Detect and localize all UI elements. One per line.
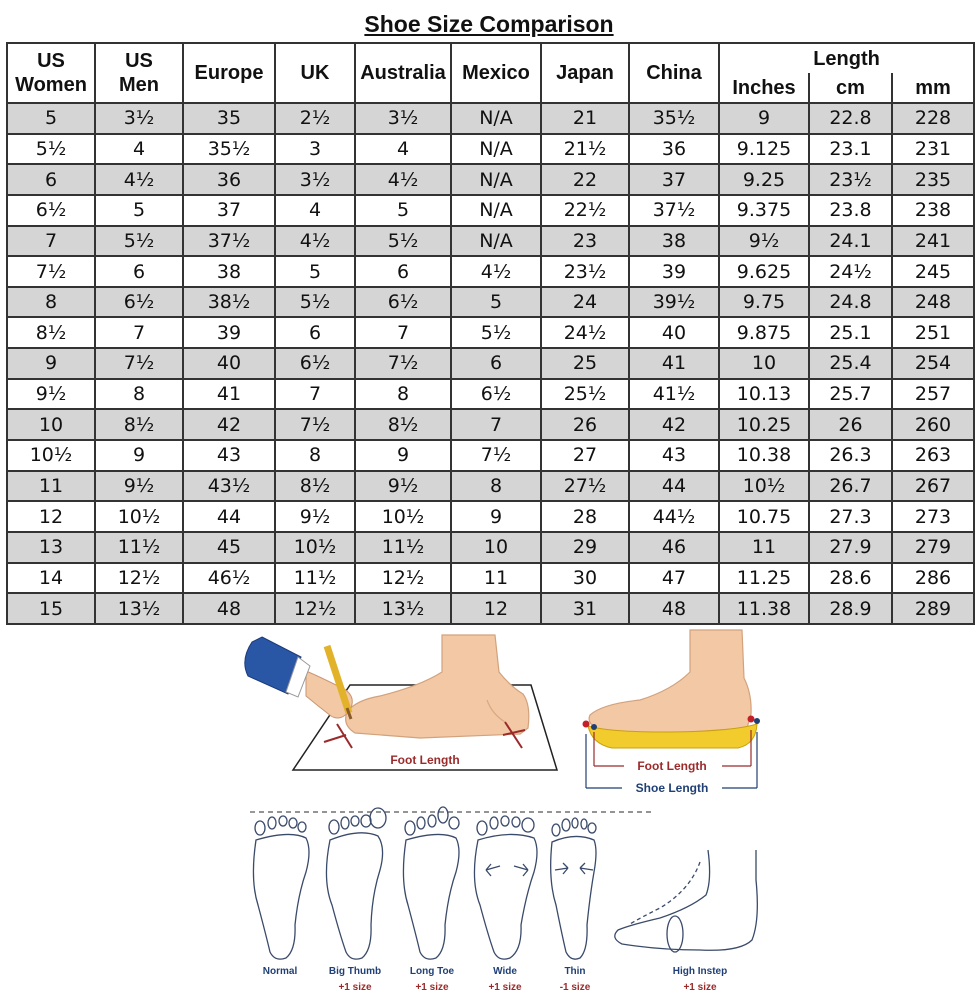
cell-cm: 24½ [809, 256, 892, 287]
cell-us-men: 5 [95, 195, 183, 226]
cell-inches: 9 [719, 103, 809, 134]
cell-australia: 5½ [355, 226, 451, 257]
cell-china: 47 [629, 563, 719, 594]
cell-australia: 9½ [355, 471, 451, 502]
cell-cm: 26 [809, 409, 892, 440]
cell-cm: 28.6 [809, 563, 892, 594]
cell-japan: 22 [541, 164, 629, 195]
cell-mexico: N/A [451, 226, 541, 257]
cell-europe: 46½ [183, 563, 275, 594]
table-row [7, 593, 974, 624]
cell-europe: 42 [183, 409, 275, 440]
cell-us-men: 12½ [95, 563, 183, 594]
foot-high-instep-outline [615, 850, 758, 952]
cell-china: 42 [629, 409, 719, 440]
cell-uk: 7½ [275, 409, 355, 440]
foot-type-note: +1 size [338, 982, 372, 993]
cell-us-women: 8½ [7, 317, 95, 348]
cell-mexico: N/A [451, 103, 541, 134]
cell-china: 36 [629, 134, 719, 165]
cell-uk: 4½ [275, 226, 355, 257]
cell-inches: 10.25 [719, 409, 809, 440]
cell-uk: 5 [275, 256, 355, 287]
foot-type-label: Wide [493, 966, 517, 977]
cell-mexico: N/A [451, 134, 541, 165]
cell-us-women: 15 [7, 593, 95, 624]
cell-cm: 26.3 [809, 440, 892, 471]
cell-australia: 8½ [355, 409, 451, 440]
cell-japan: 23 [541, 226, 629, 257]
header-china: China [629, 43, 719, 103]
cell-europe: 41 [183, 379, 275, 410]
table-row [7, 440, 974, 471]
header-inches: Inches [719, 73, 809, 103]
cell-us-women: 10½ [7, 440, 95, 471]
cell-us-men: 10½ [95, 501, 183, 532]
table-row [7, 348, 974, 379]
header-japan: Japan [541, 43, 629, 103]
table-row [7, 287, 974, 318]
cell-mexico: 7 [451, 409, 541, 440]
cell-uk: 4 [275, 195, 355, 226]
cell-uk: 5½ [275, 287, 355, 318]
cell-us-men: 7 [95, 317, 183, 348]
cell-mexico: 5½ [451, 317, 541, 348]
cell-japan: 21 [541, 103, 629, 134]
cell-uk: 12½ [275, 593, 355, 624]
cell-mexico: 11 [451, 563, 541, 594]
cell-inches: 9.875 [719, 317, 809, 348]
cell-us-women: 7½ [7, 256, 95, 287]
cell-cm: 25.4 [809, 348, 892, 379]
size-table [6, 42, 975, 625]
shoe-length-illustration [583, 630, 761, 795]
cell-mm: 257 [892, 379, 974, 410]
foot-type-labels [263, 966, 727, 993]
cell-china: 44 [629, 471, 719, 502]
table-row [7, 317, 974, 348]
table-row [7, 103, 974, 134]
cell-mm: 248 [892, 287, 974, 318]
cell-us-women: 13 [7, 532, 95, 563]
cell-uk: 3½ [275, 164, 355, 195]
cell-us-men: 4½ [95, 164, 183, 195]
cell-cm: 28.9 [809, 593, 892, 624]
cell-inches: 11.25 [719, 563, 809, 594]
cell-china: 37½ [629, 195, 719, 226]
cell-australia: 10½ [355, 501, 451, 532]
cell-japan: 26 [541, 409, 629, 440]
header-us-men: US Men [95, 43, 183, 103]
cell-cm: 25.7 [809, 379, 892, 410]
cell-australia: 11½ [355, 532, 451, 563]
cell-japan: 25½ [541, 379, 629, 410]
cell-mexico: 5 [451, 287, 541, 318]
cell-us-men: 9½ [95, 471, 183, 502]
cell-australia: 5 [355, 195, 451, 226]
cell-australia: 7 [355, 317, 451, 348]
cell-mm: 286 [892, 563, 974, 594]
foot-type-label: Big Thumb [328, 966, 382, 977]
cell-inches: 11.38 [719, 593, 809, 624]
cell-australia: 4½ [355, 164, 451, 195]
cell-mm: 254 [892, 348, 974, 379]
cell-mexico: 7½ [451, 440, 541, 471]
cell-europe: 35½ [183, 134, 275, 165]
cell-uk: 6 [275, 317, 355, 348]
cell-mm: 251 [892, 317, 974, 348]
cell-inches: 9.75 [719, 287, 809, 318]
header-uk: UK [275, 43, 355, 103]
header-mexico: Mexico [451, 43, 541, 103]
shoe-length-label: Shoe Length [635, 781, 709, 795]
cell-inches: 9½ [719, 226, 809, 257]
cell-australia: 7½ [355, 348, 451, 379]
table-header [7, 43, 974, 103]
cell-japan: 30 [541, 563, 629, 594]
cell-us-women: 9 [7, 348, 95, 379]
cell-uk: 8½ [275, 471, 355, 502]
foot-wide-outline [474, 816, 537, 959]
cell-uk: 10½ [275, 532, 355, 563]
table-row [7, 409, 974, 440]
cell-us-men: 8½ [95, 409, 183, 440]
header-us-women: US Women [7, 43, 95, 103]
cell-mexico: N/A [451, 164, 541, 195]
cell-australia: 12½ [355, 563, 451, 594]
cell-japan: 21½ [541, 134, 629, 165]
cell-cm: 23.1 [809, 134, 892, 165]
cell-us-men: 3½ [95, 103, 183, 134]
cell-us-women: 6½ [7, 195, 95, 226]
cell-us-men: 9 [95, 440, 183, 471]
cell-uk: 2½ [275, 103, 355, 134]
cell-mexico: 10 [451, 532, 541, 563]
cell-us-women: 9½ [7, 379, 95, 410]
cell-japan: 22½ [541, 195, 629, 226]
cell-europe: 40 [183, 348, 275, 379]
cell-us-men: 6½ [95, 287, 183, 318]
cell-cm: 24.1 [809, 226, 892, 257]
table-row [7, 471, 974, 502]
cell-us-women: 6 [7, 164, 95, 195]
cell-europe: 36 [183, 164, 275, 195]
cell-inches: 10.13 [719, 379, 809, 410]
cell-uk: 8 [275, 440, 355, 471]
cell-japan: 23½ [541, 256, 629, 287]
foot-type-outlines [253, 807, 757, 959]
cell-inches: 9.25 [719, 164, 809, 195]
cell-inches: 10.75 [719, 501, 809, 532]
foot-length-label-2: Foot Length [637, 759, 707, 773]
cell-us-women: 14 [7, 563, 95, 594]
table-row [7, 226, 974, 257]
cell-mm: 263 [892, 440, 974, 471]
cell-australia: 8 [355, 379, 451, 410]
cell-australia: 9 [355, 440, 451, 471]
cell-uk: 3 [275, 134, 355, 165]
cell-mm: 267 [892, 471, 974, 502]
foot-type-label: Long Toe [409, 966, 455, 977]
table-row [7, 256, 974, 287]
foot-type-note: +1 size [415, 982, 449, 993]
cell-inches: 9.375 [719, 195, 809, 226]
cell-us-women: 12 [7, 501, 95, 532]
cell-china: 41 [629, 348, 719, 379]
cell-us-women: 11 [7, 471, 95, 502]
cell-europe: 43½ [183, 471, 275, 502]
foot-type-label: High Instep [672, 966, 728, 977]
cell-australia: 6 [355, 256, 451, 287]
cell-europe: 38 [183, 256, 275, 287]
cell-us-women: 5½ [7, 134, 95, 165]
cell-china: 39 [629, 256, 719, 287]
cell-japan: 29 [541, 532, 629, 563]
cell-mm: 245 [892, 256, 974, 287]
cell-china: 37 [629, 164, 719, 195]
cell-europe: 43 [183, 440, 275, 471]
cell-us-men: 8 [95, 379, 183, 410]
cell-inches: 10.38 [719, 440, 809, 471]
cell-inches: 10 [719, 348, 809, 379]
cell-europe: 48 [183, 593, 275, 624]
cell-us-women: 8 [7, 287, 95, 318]
cell-us-men: 7½ [95, 348, 183, 379]
header-cm: cm [809, 73, 892, 103]
table-row [7, 379, 974, 410]
foot-type-note: +1 size [488, 982, 522, 993]
cell-us-women: 7 [7, 226, 95, 257]
cell-china: 35½ [629, 103, 719, 134]
cell-china: 39½ [629, 287, 719, 318]
cell-japan: 31 [541, 593, 629, 624]
cell-japan: 24 [541, 287, 629, 318]
header-mm: mm [892, 73, 974, 103]
cell-us-men: 13½ [95, 593, 183, 624]
measurement-illustrations [0, 625, 978, 1000]
cell-uk: 9½ [275, 501, 355, 532]
cell-china: 46 [629, 532, 719, 563]
cell-cm: 23.8 [809, 195, 892, 226]
cell-cm: 24.8 [809, 287, 892, 318]
cell-europe: 38½ [183, 287, 275, 318]
foot-thin-outline [551, 818, 596, 959]
cell-uk: 11½ [275, 563, 355, 594]
cell-us-men: 6 [95, 256, 183, 287]
table-row [7, 164, 974, 195]
foot-long-toe-outline [403, 807, 459, 959]
page-title: Shoe Size Comparison [364, 11, 614, 37]
cell-us-men: 4 [95, 134, 183, 165]
foot-length-label: Foot Length [390, 753, 460, 767]
cell-mm: 231 [892, 134, 974, 165]
cell-mm: 238 [892, 195, 974, 226]
cell-europe: 37½ [183, 226, 275, 257]
header-europe: Europe [183, 43, 275, 103]
cell-mexico: 8 [451, 471, 541, 502]
cell-china: 41½ [629, 379, 719, 410]
cell-inches: 10½ [719, 471, 809, 502]
foot-big-thumb-outline [326, 808, 386, 959]
cell-cm: 26.7 [809, 471, 892, 502]
cell-china: 38 [629, 226, 719, 257]
cell-cm: 27.9 [809, 532, 892, 563]
foot-type-note: +1 size [683, 982, 717, 993]
cell-europe: 44 [183, 501, 275, 532]
cell-mexico: 9 [451, 501, 541, 532]
cell-japan: 24½ [541, 317, 629, 348]
table-row [7, 195, 974, 226]
table-row [7, 563, 974, 594]
cell-europe: 35 [183, 103, 275, 134]
cell-mexico: N/A [451, 195, 541, 226]
table-body [7, 103, 974, 624]
cell-uk: 7 [275, 379, 355, 410]
header-australia: Australia [355, 43, 451, 103]
foot-type-note: -1 size [559, 982, 591, 993]
cell-cm: 27.3 [809, 501, 892, 532]
cell-europe: 39 [183, 317, 275, 348]
cell-china: 44½ [629, 501, 719, 532]
header-length: Length [719, 43, 974, 73]
cell-cm: 22.8 [809, 103, 892, 134]
cell-china: 43 [629, 440, 719, 471]
cell-japan: 28 [541, 501, 629, 532]
cell-us-men: 5½ [95, 226, 183, 257]
cell-inches: 9.625 [719, 256, 809, 287]
cell-australia: 13½ [355, 593, 451, 624]
cell-mm: 260 [892, 409, 974, 440]
cell-japan: 25 [541, 348, 629, 379]
cell-us-men: 11½ [95, 532, 183, 563]
cell-australia: 6½ [355, 287, 451, 318]
cell-mm: 241 [892, 226, 974, 257]
foot-type-label: Thin [564, 966, 586, 977]
cell-china: 48 [629, 593, 719, 624]
cell-mexico: 4½ [451, 256, 541, 287]
cell-mm: 273 [892, 501, 974, 532]
cell-mexico: 12 [451, 593, 541, 624]
table-row [7, 501, 974, 532]
cell-europe: 45 [183, 532, 275, 563]
cell-us-women: 5 [7, 103, 95, 134]
cell-inches: 9.125 [719, 134, 809, 165]
cell-australia: 3½ [355, 103, 451, 134]
cell-mm: 228 [892, 103, 974, 134]
cell-cm: 23½ [809, 164, 892, 195]
cell-australia: 4 [355, 134, 451, 165]
foot-type-label: Normal [262, 966, 298, 977]
cell-china: 40 [629, 317, 719, 348]
cell-mm: 279 [892, 532, 974, 563]
cell-japan: 27 [541, 440, 629, 471]
cell-inches: 11 [719, 532, 809, 563]
cell-us-women: 10 [7, 409, 95, 440]
cell-cm: 25.1 [809, 317, 892, 348]
foot-measuring-illustration [245, 635, 557, 770]
cell-mm: 235 [892, 164, 974, 195]
cell-uk: 6½ [275, 348, 355, 379]
foot-normal-outline [253, 816, 309, 959]
cell-japan: 27½ [541, 471, 629, 502]
table-row [7, 134, 974, 165]
cell-europe: 37 [183, 195, 275, 226]
table-row [7, 532, 974, 563]
cell-mexico: 6½ [451, 379, 541, 410]
cell-mm: 289 [892, 593, 974, 624]
cell-mexico: 6 [451, 348, 541, 379]
